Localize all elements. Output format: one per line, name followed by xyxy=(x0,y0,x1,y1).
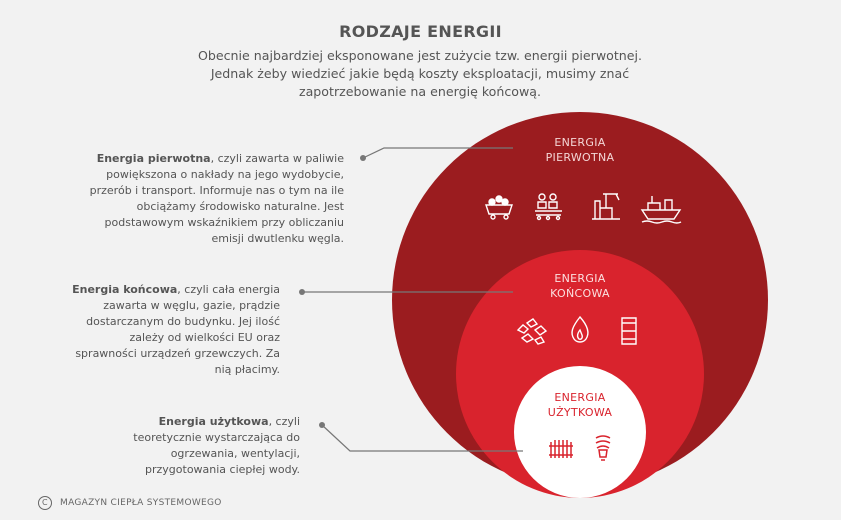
useful-energy-circle xyxy=(514,366,646,498)
page-subtitle: Obecnie najbardziej eksponowane jest zużycie tzw. energii pierwotnej. Jednak żeby wiedzieć jakie będą koszty eksploatacji, musimy znać zapotrzebowanie na energię końcową. xyxy=(197,48,643,99)
primary-energy-description xyxy=(70,151,344,247)
primary-desc-text: , czyli zawarta w paliwie powiększona o nakłady na jego wydobycie, przerób i transport. Informuje nas o tym na ile obciążamy środowisko naturalne. Jest podstawowym wskaźnikiem przy obliczaniu emisji dwutlenku węgla. xyxy=(89,152,344,245)
connector-final-dot xyxy=(299,289,305,295)
useful-energy-description xyxy=(100,414,300,478)
copyright-icon: C xyxy=(38,496,52,510)
useful-desc-text: , czyli teoretycznie wystarczająca do ogrzewania, wentylacji, przygotowania ciepłej wody. xyxy=(133,415,300,476)
footer xyxy=(38,496,222,510)
final-energy-label: ENERGIA KOŃCOWA xyxy=(550,272,610,300)
final-energy-description xyxy=(70,282,280,378)
connector-useful-dot xyxy=(319,422,325,428)
footer-text: MAGAZYN CIEPŁA SYSTEMOWEGO xyxy=(60,498,222,508)
final-desc-bold: Energia końcowa xyxy=(72,283,178,296)
primary-desc-bold: Energia pierwotna xyxy=(96,152,211,165)
page-title: RODZAJE ENERGII xyxy=(339,22,502,41)
primary-energy-label: ENERGIA PIERWOTNA xyxy=(545,136,615,164)
final-desc-text: , czyli cała energia zawarta w węglu, gazie, prądzie dostarczanym do budynku. Jej ilość zależy od wielkości EU oraz sprawności urządzeń grzewczych. Za nią płacimy. xyxy=(75,283,280,376)
useful-energy-label: ENERGIA UŻYTKOWA xyxy=(547,391,613,419)
connector-primary-dot xyxy=(360,155,366,161)
useful-desc-bold: Energia użytkowa xyxy=(158,415,269,428)
